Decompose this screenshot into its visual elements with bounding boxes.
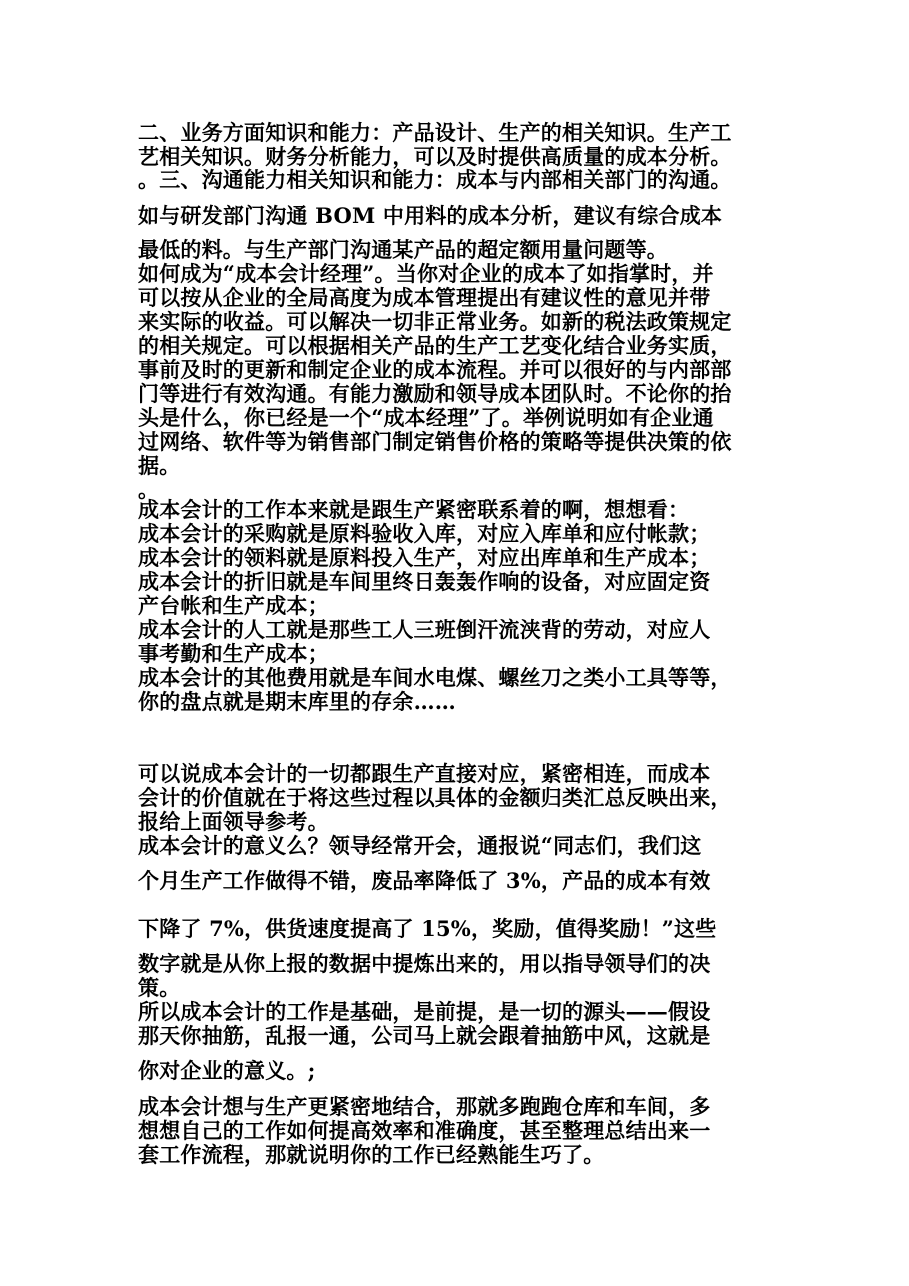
text-line: 艺相关知识。财务分析能力，可以及时提供高质量的成本分析。 <box>138 144 732 169</box>
text-line: 成本会计想与生产更紧密地结合，那就多跑跑仓库和车间，多 <box>138 1094 711 1119</box>
text-line: 来实际的收益。可以解决一切非正常业务。如新的税法政策规定 <box>138 309 732 334</box>
text-line: 想想自己的工作如何提高效率和准确度，甚至整理总结出来一 <box>138 1118 711 1143</box>
text-line: 事考勤和生产成本； <box>138 641 329 666</box>
text-line: 据。 <box>138 453 181 478</box>
text-line: 产台帐和生产成本； <box>138 593 329 618</box>
text-line: 你对企业的意义。; <box>138 1058 316 1083</box>
text-line: 可以说成本会计的一切都跟生产直接对应，紧密相连，而成本 <box>138 761 711 786</box>
text-line: 头是什么，你已经是一个“成本经理”了。举例说明如有企业通 <box>138 405 714 430</box>
text-line: 策。 <box>138 975 181 1000</box>
text-line: 成本会计的工作本来就是跟生产紧密联系着的啊，想想看： <box>138 497 690 522</box>
text-line: 门等进行有效沟通。有能力激励和领导成本团队时。不论你的抬 <box>138 381 732 406</box>
text-line: 如何成为“成本会计经理”。当你对企业的成本了如指掌时，并 <box>138 261 714 286</box>
text-line: 成本会计的采购就是原料验收入库，对应入库单和应付帐款； <box>138 521 711 546</box>
text-line: 最低的料。与生产部门沟通某产品的超定额用量问题等。 <box>138 237 668 262</box>
text-line: 如与研发部门沟通 BOM 中用料的成本分析，建议有综合成本 <box>138 203 723 228</box>
text-line: 。 <box>138 477 160 502</box>
text-line: 过网络、软件等为销售部门制定销售价格的策略等提供决策的依 <box>138 429 732 454</box>
text-line: 下降了 7%，供货速度提高了 15%，奖励，值得奖励！”这些 <box>138 916 717 941</box>
text-line: 成本会计的折旧就是车间里终日轰轰作响的设备，对应固定资 <box>138 569 711 594</box>
text-line: 成本会计的其他费用就是车间水电煤、螺丝刀之类小工具等等， <box>138 665 732 690</box>
text-line: 会计的价值就在于将这些过程以具体的金额归类汇总反映出来， <box>138 785 732 810</box>
text-line: 二、业务方面知识和能力：产品设计、生产的相关知识。生产工 <box>138 120 732 145</box>
text-line: 的相关规定。可以根据相关产品的生产工艺变化结合业务实质， <box>138 333 732 358</box>
text-line: 事前及时的更新和制定企业的成本流程。并可以很好的与内部部 <box>138 357 732 382</box>
text-line: 成本会计的领料就是原料投入生产，对应出库单和生产成本； <box>138 545 711 570</box>
text-line: 所以成本会计的工作是基础，是前提，是一切的源头——假设 <box>138 999 711 1024</box>
text-line: 数字就是从你上报的数据中提炼出来的，用以指导领导们的决 <box>138 951 711 976</box>
text-line: 你的盘点就是期末库里的存余…… <box>138 689 456 714</box>
text-line: 报给上面领导参考。 <box>138 809 329 834</box>
text-line: 成本会计的意义么？领导经常开会，通报说“同志们，我们这 <box>138 833 702 858</box>
text-line: 个月生产工作做得不错，废品率降低了 3%，产品的成本有效 <box>138 868 711 893</box>
text-line: 套工作流程，那就说明你的工作已经熟能生巧了。 <box>138 1142 605 1167</box>
text-line: 成本会计的人工就是那些工人三班倒汗流浃背的劳动，对应人 <box>138 617 711 642</box>
text-line: 。三、沟通能力相关知识和能力：成本与内部相关部门的沟通。 <box>138 167 732 192</box>
text-line: 可以按从企业的全局高度为成本管理提出有建议性的意见并带 <box>138 285 711 310</box>
text-line: 那天你抽筋，乱报一通，公司马上就会跟着抽筋中风，这就是 <box>138 1023 711 1048</box>
